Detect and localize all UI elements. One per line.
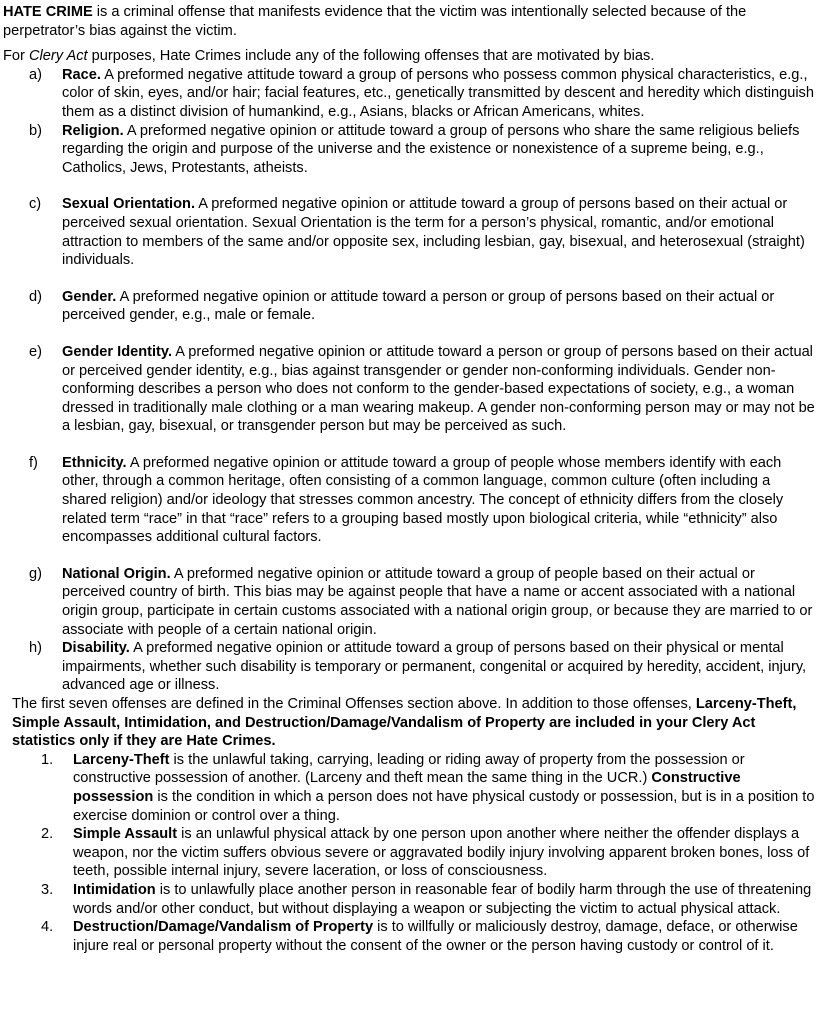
intro-italic: Clery Act	[28, 48, 88, 65]
item-term: Intimidation	[73, 881, 156, 898]
item-term: Disability.	[62, 640, 130, 657]
item-label: 3.	[41, 881, 54, 898]
item-term: Religion.	[62, 122, 124, 139]
item-text	[62, 122, 818, 178]
item-term: Ethnicity.	[62, 454, 127, 471]
item-body: A preformed negative opinion or attitude toward a group of persons who share the same religious beliefs regarding the origin and purpose of the universe and the existence or nonexistence of a supreme being, e.g., Catholics, Jews, Protestants, atheists.	[62, 122, 800, 176]
item-text	[62, 639, 818, 695]
item-text	[73, 918, 818, 955]
list-item	[3, 343, 818, 436]
item-label: 4.	[41, 919, 54, 936]
item-text	[62, 565, 818, 639]
item-text	[62, 195, 818, 269]
first-seven-bold: Larceny-Theft, Simple Assault, Intimidation, and Destruction/Damage/Vandalism of Property are included in your Clery Act statistics only if they are Hate Crimes.	[12, 696, 797, 750]
first-seven-note	[3, 695, 818, 751]
item-body: A preformed negative opinion or attitude toward a group of persons based on their physical or mental impairments, whether such disability is temporary or permanent, congenital or acquired by heredity, accident, injury, advanced age or illness.	[62, 640, 807, 694]
clery-intro	[3, 47, 818, 66]
item-label: h)	[29, 640, 42, 657]
item-term: National Origin.	[62, 565, 171, 582]
list-item	[3, 565, 818, 639]
bias-category-list	[3, 66, 818, 695]
item-term: Gender Identity.	[62, 343, 173, 360]
list-item	[3, 288, 818, 325]
item-label: d)	[29, 288, 42, 305]
item-body: A preformed negative opinion or attitude toward a group of people based on their actual or perceived country of birth. This bias may be against people that have a name or accent associated with a national origin group, participate in certain customs associated with a national origin group, or because they are married to or associate with people of a certain national origin.	[62, 565, 813, 638]
item-body: is the unlawful taking, carrying, leading or riding away of property from the possession or constructive possession of another. (Larceny and theft mean the same thing in the UCR.)	[73, 751, 745, 787]
item-text	[62, 343, 818, 436]
item-body: is an unlawful physical attack by one person upon another where neither the offender displays a weapon, nor the victim suffers obvious severe or aggravated bodily injury involving apparent broken bones, loss of teeth, possible internal injury, severe laceration, or loss of consciousness.	[73, 826, 810, 880]
definition-text: is a criminal offense that manifests evidence that the victim was intentionally selected because of the perpetrator’s bias against the victim.	[3, 4, 747, 39]
hate-crime-definition	[3, 3, 818, 40]
list-item	[3, 918, 818, 955]
item-label: a)	[29, 66, 42, 83]
list-item	[3, 454, 818, 547]
item-label: e)	[29, 343, 42, 360]
intro-suffix: purposes, Hate Crimes include any of the following offenses that are motivated by bias.	[87, 48, 655, 65]
item-body: A preformed negative opinion or attitude toward a person or group of persons based on their actual or perceived gender, e.g., male or female.	[62, 288, 775, 324]
list-item	[3, 881, 818, 918]
item-text	[62, 66, 818, 122]
item-term: Simple Assault	[73, 826, 178, 843]
item-label: 2.	[41, 826, 54, 843]
document-page	[3, 3, 818, 955]
item-term: Sexual Orientation.	[62, 196, 195, 213]
item-label: b)	[29, 122, 42, 139]
item-text	[73, 881, 818, 918]
item-body: is to unlawfully place another person in reasonable fear of bodily harm through the use of threatening words and/or other conduct, but without displaying a weapon or subjecting the victim to actual physical attack.	[73, 881, 812, 917]
list-item	[3, 66, 818, 122]
item-label: 1.	[41, 751, 54, 768]
intro-prefix: For	[3, 48, 29, 65]
offense-list	[3, 751, 818, 956]
item-text	[73, 825, 818, 881]
item-label: f)	[29, 454, 38, 471]
list-item	[3, 195, 818, 269]
first-seven-text: The first seven offenses are defined in the Criminal Offenses section above. In addition to those offenses,	[12, 696, 696, 712]
list-item	[3, 825, 818, 881]
item-term-2: Constructive possession	[73, 770, 741, 805]
list-item	[3, 122, 818, 178]
item-term: Larceny-Theft	[73, 751, 170, 768]
list-item	[3, 751, 818, 825]
item-label: g)	[29, 565, 42, 582]
item-term: Race.	[62, 66, 101, 83]
item-body-2: is the condition in which a person does not have physical custody or possession, but is in a position to exercise dominion or control over a thing.	[73, 788, 815, 824]
item-label: c)	[29, 196, 42, 213]
item-body: A preformed negative attitude toward a group of persons who possess common physical characteristics, e.g., color of skin, eyes, and/or hair; facial features, etc., genetically transmitted by descent and heredity which distinguish them as a distinct division of humankind, e.g., Asians, blacks or African Americans, whites.	[62, 66, 814, 120]
item-body: A preformed negative opinion or attitude toward a group of persons based on their actual or perceived sexual orientation. Sexual Orientation is the term for a person’s physical, romantic, and/or emotional attraction to members of the same and/or opposite sex, including lesbian, gay, bisexual, and heterosexual (straight) individuals.	[62, 196, 805, 269]
item-body: A preformed negative opinion or attitude toward a person or group of persons based on their actual or perceived gender identity, e.g., bias against transgender or gender non-conforming individuals. Gender non-conforming describes a person who does not conform to the gender-based expectations of society, e.g., a woman dressed in traditionally male clothing or a man wearing makeup. A gender non-conforming person may or may not be a lesbian, gay, bisexual, or transgender person but may be perceived as such.	[62, 343, 815, 435]
item-text	[73, 751, 818, 825]
item-text	[62, 454, 818, 547]
item-term: Destruction/Damage/Vandalism of Property	[73, 919, 374, 936]
item-term: Gender.	[62, 288, 117, 305]
item-body: A preformed negative opinion or attitude toward a group of people whose members identify with each other, through a common heritage, often consisting of a common language, common culture (often including a shared religion) and/or ideology that stresses common ancestry. The concept of ethnicity differs from the closely related term “race” in that “race” refers to a grouping based mostly upon biological criteria, while “ethnicity” also encompasses additional cultural factors.	[62, 454, 784, 546]
list-item	[3, 639, 818, 695]
item-body: is to willfully or maliciously destroy, damage, deface, or otherwise injure real or personal property without the consent of the owner or the person having custody or control of it.	[73, 919, 798, 954]
definition-term: HATE CRIME	[3, 4, 93, 20]
item-text	[62, 288, 818, 325]
